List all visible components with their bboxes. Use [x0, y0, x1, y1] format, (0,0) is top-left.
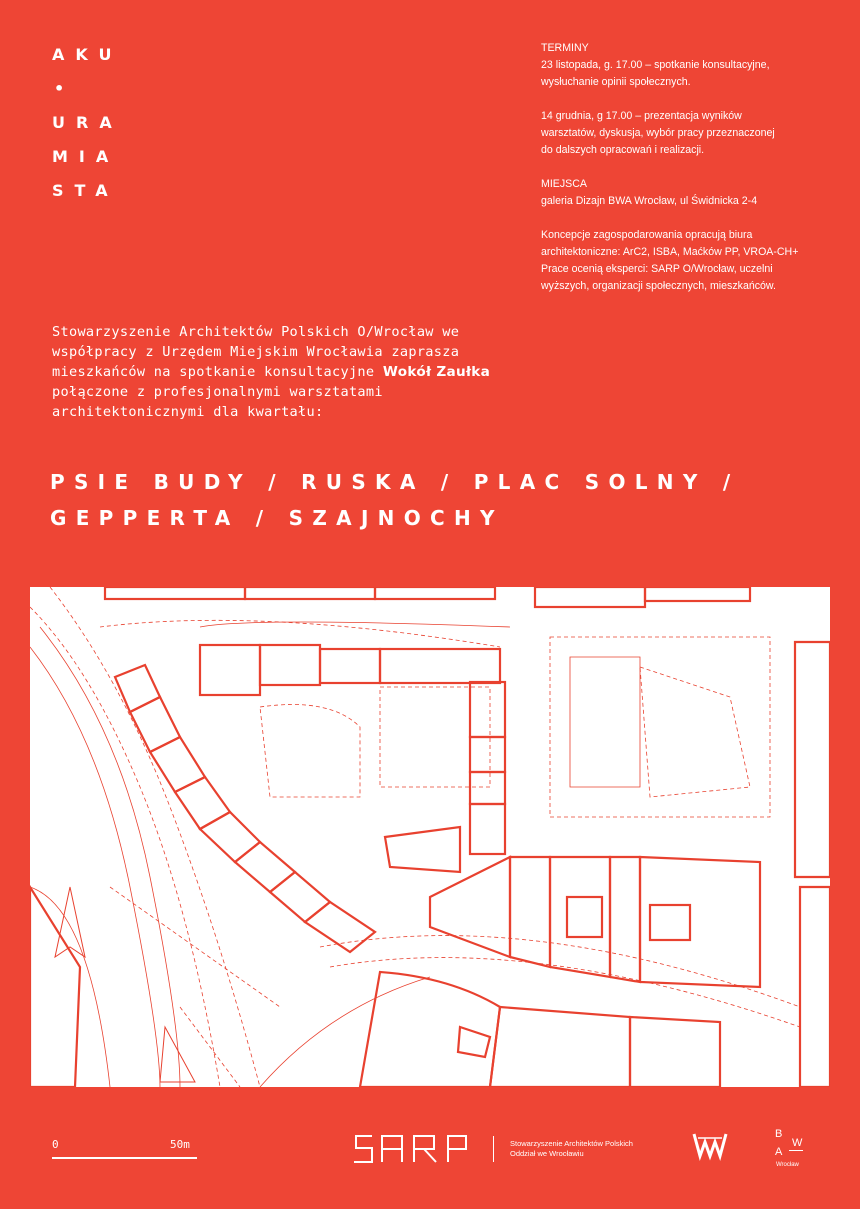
place-heading: MIEJSCA [541, 178, 587, 190]
bwa-letter: W [792, 1137, 803, 1149]
wroclaw-logo-icon [692, 1130, 728, 1168]
map-dashed-lines [30, 587, 800, 1087]
streets-headline [50, 464, 739, 536]
intro-line: współpracy z Urzędem Miejskim Wrocławia zaprasza [52, 344, 460, 360]
bwa-city: Wrocław [776, 1162, 799, 1168]
place-section [541, 176, 841, 210]
bwa-logo [772, 1128, 812, 1173]
event-info [541, 40, 841, 312]
org-name: Stowarzyszenie Architektów Polskich [510, 1139, 633, 1148]
date1-text: wysłuchanie opinii społecznych. [541, 76, 691, 88]
intro-line: architektonicznymi dla kwartału: [52, 404, 324, 420]
intro-paragraph [52, 322, 522, 422]
aku-logo [52, 38, 132, 208]
bwa-letter: A [775, 1146, 783, 1158]
logo-line: AKU [52, 45, 123, 64]
site-map [30, 587, 830, 1087]
org-branch: Oddział we Wrocławiu [510, 1149, 584, 1158]
logo-line: STA [52, 181, 119, 200]
intro-line: Stowarzyszenie Architektów Polskich O/Wrocław we [52, 324, 460, 340]
place-text: galeria Dizajn BWA Wrocław, ul Świdnicka 2-4 [541, 195, 758, 207]
logo-line: MIA [52, 147, 120, 166]
bwa-letter: B [775, 1128, 783, 1140]
sarp-logo-icon [352, 1133, 470, 1165]
credits-section [541, 227, 841, 295]
sarp-organisation [510, 1139, 633, 1159]
scale-line [52, 1157, 197, 1159]
date2-section [541, 108, 841, 159]
scale-bar [52, 1138, 197, 1168]
scale-end-label: 50m [170, 1138, 190, 1151]
date2-text: do dalszych opracowań i realizacji. [541, 144, 705, 156]
bwa-rule [789, 1150, 803, 1151]
scale-start-label: 0 [52, 1138, 59, 1151]
terms-heading: TERMINY [541, 42, 589, 54]
date2-text: 14 grudnia, g 17.00 – prezentacja wyników [541, 110, 742, 122]
site-map-drawing [30, 587, 830, 1087]
terms-section [541, 40, 841, 91]
credits-text: Koncepcje zagospodarowania opracują biura [541, 229, 753, 241]
map-buildings [30, 587, 830, 1087]
credits-text: wyższych, organizacji społecznych, mieszkańców. [541, 280, 776, 292]
intro-line: połączone z profesjonalnymi warsztatami [52, 384, 383, 400]
date1-text: 23 listopada, g. 17.00 – spotkanie konsultacyjne, [541, 59, 770, 71]
streets-line: GEPPERTA / SZAJNOCHY [50, 506, 504, 530]
sarp-logo [352, 1133, 470, 1169]
credits-text: architektoniczne: ArC2, ISBA, Maćków PP, VROA-CH+ [541, 246, 799, 258]
date2-text: warsztatów, dyskusja, wybór pracy przeznaczonej [541, 127, 775, 139]
logo-line: URA [52, 113, 123, 132]
credits-text: Prace ocenią eksperci: SARP O/Wrocław, uczelni [541, 263, 773, 275]
streets-line: PSIE BUDY / RUSKA / PLAC SOLNY / [50, 470, 740, 494]
logo-dot: • [54, 79, 65, 98]
intro-line-text: mieszkańców na spotkanie konsultacyjne [52, 364, 383, 380]
wroclaw-logo [692, 1130, 728, 1172]
intro-line [52, 362, 522, 382]
event-name: Wokół Zaułka [382, 364, 491, 380]
footer-divider [493, 1136, 494, 1162]
